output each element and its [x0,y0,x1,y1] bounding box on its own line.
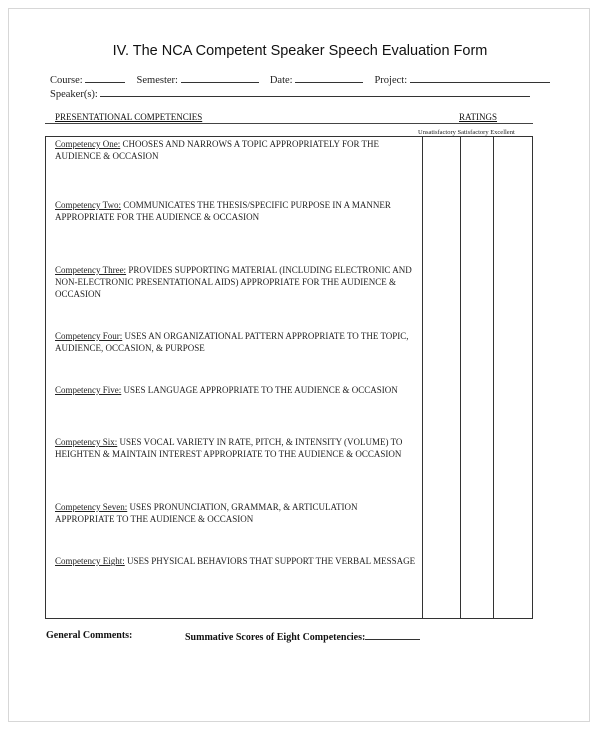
competency-label: Competency Four: [55,331,123,341]
summative-scores [185,630,420,643]
competency-label: Competency Five: [55,385,122,395]
competency-label: Competency Two: [55,200,121,210]
competency-text: USES PHYSICAL BEHAVIORS THAT SUPPORT THE VERBAL MESSAGE [127,556,416,566]
competency-row-7 [55,501,417,525]
course-label: Course: [50,75,83,86]
competency-label: Competency Six: [55,437,118,447]
competency-row-3 [55,264,417,300]
rating-columns-label: Unsatisfactory Satisfactory Excellent [418,129,515,136]
competency-row-4 [55,330,417,354]
semester-label: Semester: [136,75,178,86]
competency-text: USES PRONUNCIATION, GRAMMAR, & ARTICULATION APPROPRIATE TO THE AUDIENCE & OCCASION [55,502,358,524]
competency-text: USES LANGUAGE APPROPRIATE TO THE AUDIENCE & OCCASION [123,385,398,395]
competency-text: PROVIDES SUPPORTING MATERIAL (INCLUDING ELECTRONIC AND NON-ELECTRONIC PRESENTATIONAL AIDS) APPROPRIATE FOR THE AUDIENCE & OCCASION [55,265,412,299]
competency-row-5 [55,384,417,396]
competency-text: USES AN ORGANIZATIONAL PATTERN APPROPRIATE TO THE TOPIC, AUDIENCE, OCCASION, & PURPOSE [55,331,409,353]
date-field[interactable] [295,72,363,83]
speakers-field[interactable] [100,86,530,97]
course-field[interactable] [85,72,125,83]
general-comments-label: General Comments: [46,630,133,641]
date-label: Date: [269,75,293,86]
competencies-header: PRESENTATIONAL COMPETENCIES [55,112,203,122]
form-title: IV. The NCA Competent Speaker Speech Evaluation Form [112,43,488,59]
competency-label: Competency Seven: [55,502,128,512]
semester-field[interactable] [181,72,259,83]
ratings-header: RATINGS [459,112,498,122]
competency-text: COMMUNICATES THE THESIS/SPECIFIC PURPOSE IN A MANNER APPROPRIATE FOR THE AUDIENCE & OCCASION [55,200,391,222]
rating-divider-2 [460,137,461,618]
competency-row-2 [55,199,417,223]
competency-label: Competency Three: [55,265,127,275]
competency-grid [45,136,533,619]
info-line-1 [50,72,550,86]
project-field[interactable] [410,72,550,83]
competency-text: USES VOCAL VARIETY IN RATE, PITCH, & INTENSITY (VOLUME) TO HEIGHTEN & MAINTAIN INTEREST APPROPRIATE TO THE AUDIENCE & OCCASION [55,437,403,459]
speakers-label: Speaker(s): [50,89,98,100]
competency-row-6 [55,436,417,460]
competency-text: CHOOSES AND NARROWS A TOPIC APPROPRIATELY FOR THE AUDIENCE & OCCASION [55,139,380,161]
competency-label: Competency Eight: [55,556,125,566]
summative-scores-label: Summative Scores of Eight Competencies: [185,632,366,643]
competency-row-1 [55,138,417,162]
competency-label: Competency One: [55,139,121,149]
rating-divider-3 [493,137,494,618]
header-rule [45,123,533,124]
project-label: Project: [374,75,408,86]
competency-row-8 [55,555,417,567]
rating-divider-1 [422,137,423,618]
info-line-2 [50,86,530,100]
summative-scores-field[interactable] [365,630,420,640]
